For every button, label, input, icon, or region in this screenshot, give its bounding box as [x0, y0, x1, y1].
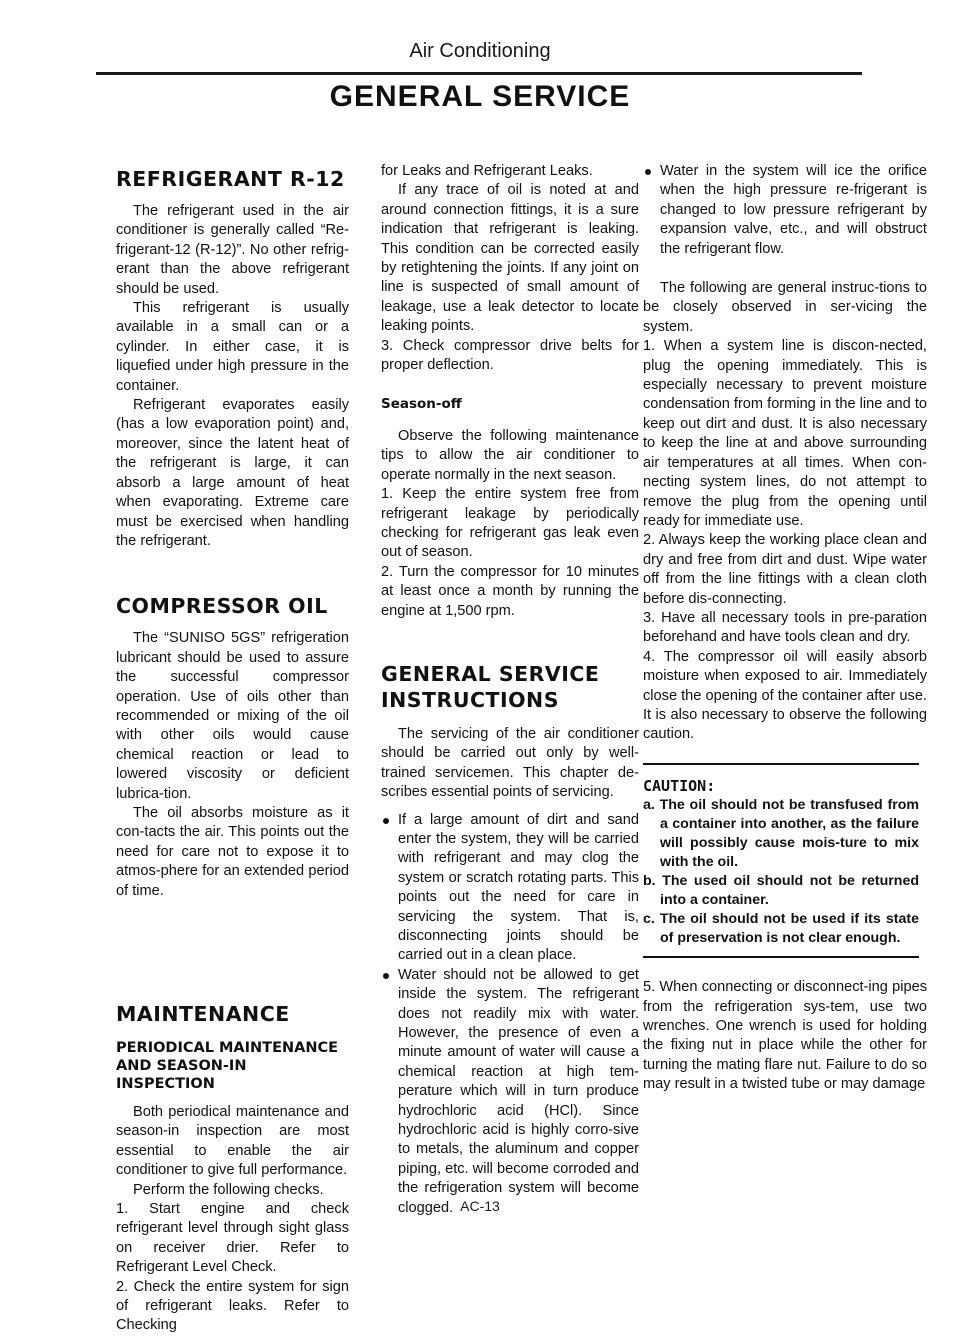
paragraph: The “SUNISO 5GS” refrigeration lubricant should be used to assure the successful compressor operation. Use of oils other than recommended or mixing of the oil with other oils would cause chemical reaction or lead to lowered viscosity or deficient lubrica-tion. [116, 630, 349, 802]
step-item: 2. Check the entire system for sign of refrigerant leaks. Refer to Checking [116, 1278, 349, 1334]
heading-refrigerant: REFRIGERANT R-12 [116, 167, 345, 191]
list-item: Water in the system will ice the orifice when the high pressure re-frigerant is changed to low pressure refrigerant by expansion valve, etc., and will obstruct the refrigerant flow. [643, 162, 927, 259]
caution-title: CAUTION: [643, 776, 716, 795]
paragraph: The servicing of the air conditioner should be carried out only by well-trained servicemen. This chapter de-scribes essential points of servicing. [381, 725, 639, 801]
page-number: AC-13 [460, 1198, 500, 1214]
heading-periodical-maintenance: PERIODICAL MAINTENANCE AND SEASON-IN INSPECTION [116, 1040, 339, 1092]
paragraph: for Leaks and Refrigerant Leaks. [381, 163, 593, 179]
step-item: 3. Have all necessary tools in pre-paration beforehand and have tools clean and dry. [643, 609, 927, 646]
list-item: Water should not be allowed to get inside the system. The refrigerant does not readily mix with water. However, the presence of even a minute amount of water will cause a chemical reaction at high tem-perature which will in turn produce hydrochloric acid (HCl). Since hydrochloric acid is highly corro-sive to metals, the aluminum and copper piping, etc. will become corroded and the refrigeration system will become clogged. [381, 966, 639, 1218]
paragraph: The following are general instruc-tions to be closely observed in ser-vicing the system. [643, 280, 927, 335]
paragraph: Refrigerant evaporates easily (has a low evaporation point) and, moreover, since the latent heat of the refrigerant is large, it can absorb a large amount of heat when evaporating. Extreme care must be exercised when handling the refrigerant. [116, 397, 349, 549]
step-item: 2. Turn the compressor for 10 minutes at least once a month by running the engine at 1,500 rpm. [381, 563, 639, 619]
heading-compressor-oil: COMPRESSOR OIL [116, 594, 328, 619]
step-item: 1. When a system line is discon-nected, plug the opening immediately. This is especially necessary to prevent moisture condensation from forming in the line and to keep out dirt and dust. It is also necessary to keep the line at and above surrounding air temperatures at all times. When con-necting system lines, do not attempt to remove the plug from the opening until ready for immediate use. [643, 338, 927, 529]
caution-item: a. The oil should not be transfused from a container into another, as the failure will possibly cause mois-ture to mix with the oil. [643, 797, 919, 871]
running-header: Air Conditioning [409, 40, 551, 62]
paragraph: If any trace of oil is noted at and around connection fittings, it is a sure indication that refrigerant is leaking. This condition can be corrected easily by retightening the joints. If any joint on line is suspected of small amount of leakage, use a leak detector to locate leaking points. [381, 182, 639, 335]
step-item: 2. Always keep the working place clean and dry and free from dirt and dust. Wipe water off from the line fittings with a clean cloth before dis-connecting. [643, 532, 927, 607]
list-item: If a large amount of dirt and sand enter the system, they will be carried with refrigerant and may clog the system or scratch rotating parts. This points out the need for care in servicing the system. That is, disconnecting joints should be carried out in a clean place. [381, 811, 639, 966]
page-title: GENERAL SERVICE [329, 80, 631, 113]
caution-item: b. The used oil should not be returned into a container. [643, 873, 919, 909]
column-2 [381, 162, 639, 1218]
step-item: 1. Keep the entire system free from refrigerant leakage by periodically checking for refrigerant gas leak even out of season. [381, 486, 639, 561]
heading-season-off: Season-off [381, 396, 462, 413]
step-item: 5. When connecting or disconnect-ing pipes from the refrigeration sys-tem, use two wrenches. One wrench is used for holding the fixing nut in place while the other for turning the mating flare nut. Failure to do so may result in a twisted tube or may damage [643, 979, 927, 1093]
header-rule [96, 72, 862, 75]
column-1 [116, 162, 349, 1336]
paragraph: Both periodical maintenance and season-in inspection are most essential to enable the air conditioner to give full performance. [116, 1104, 349, 1179]
heading-maintenance: MAINTENANCE [116, 1002, 290, 1026]
heading-general-service-instructions: GENERAL SERVICE INSTRUCTIONS [381, 661, 600, 712]
bullet-list [643, 162, 927, 259]
paragraph: This refrigerant is usually available in a small can or a cylinder. In either case, it is liquefied under high pressure in the container. [116, 300, 349, 394]
caution-item: c. The oil should not be used if its state of preservation is not clear enough. [643, 911, 919, 947]
paragraph: The refrigerant used in the air conditioner is generally called “Re-frigerant-12 (R-12)”. No other refrig-erant than the above refrigerant should be used. [116, 203, 349, 297]
paragraph: Perform the following checks. [133, 1181, 324, 1198]
paragraph: Observe the following maintenance tips to allow the air conditioner to operate normally in the next season. [381, 427, 639, 483]
column-3 [643, 162, 927, 1095]
caution-box [643, 763, 919, 958]
step-item: 1. Start engine and check refrigerant level through sight glass on receiver drier. Refer to Refrigerant Level Check. [116, 1201, 349, 1276]
step-item: 4. The compressor oil will easily absorb moisture when exposed to air. Immediately close the opening of the container after use. It is also necessary to observe the following caution. [643, 648, 927, 743]
bullet-list [381, 811, 639, 1219]
paragraph: The oil absorbs moisture as it con-tacts the air. This points out the need for care not to expose it to atmos-phere for an extended period of time. [116, 804, 349, 899]
step-item: 3. Check compressor drive belts for proper deflection. [381, 337, 639, 374]
